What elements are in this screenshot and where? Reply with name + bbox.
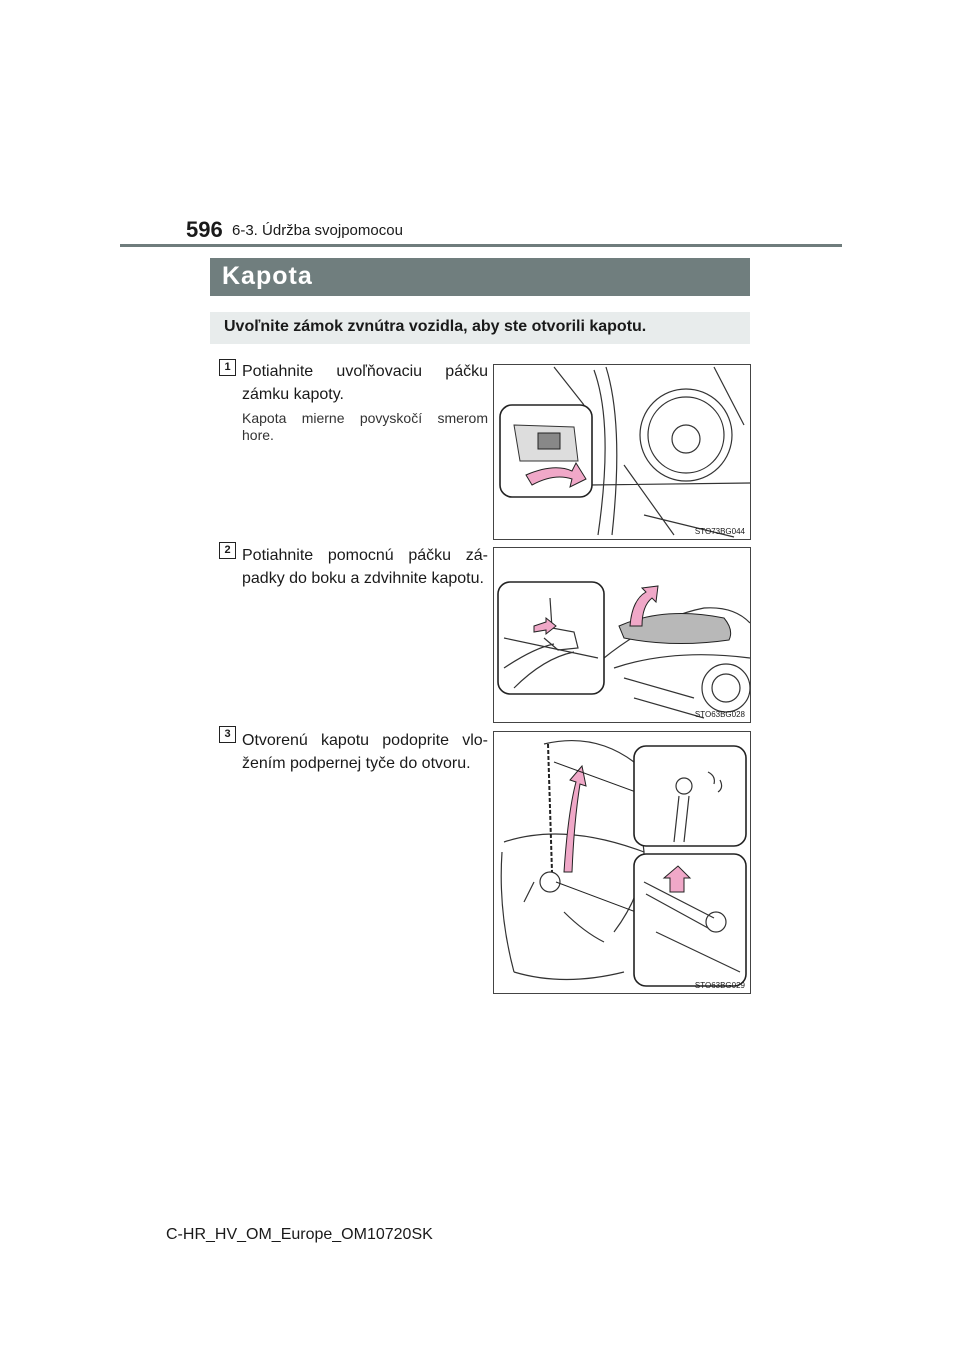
step-1-note-line-1: Kapota mierne povyskočí smerom (242, 410, 488, 426)
footer-doc-id: C-HR_HV_OM_Europe_OM10720SK (166, 1226, 433, 1243)
step-number-1: 1 (219, 359, 236, 376)
figure-hood-release-lever (493, 364, 751, 540)
figure-auxiliary-latch (493, 547, 751, 723)
section-title: Kapota (210, 258, 750, 296)
section-intro: Uvoľnite zámok zvnútra vozidla, aby ste otvorili kapotu. (210, 312, 750, 344)
step-2-line-1: Potiahnite pomocnú páčku zá- (242, 547, 488, 564)
figure-support-rod (493, 731, 751, 994)
step-3-line-1: Otvorenú kapotu podoprite vlo- (242, 732, 488, 749)
header-divider (120, 244, 842, 247)
figure-code: STO63BG029 (694, 981, 745, 990)
step-2-line-2: padky do boku a zdvihnite kapotu. (242, 570, 484, 587)
step-1-note-line-2: hore. (242, 427, 274, 443)
support-rod-illustration (494, 732, 750, 993)
step-1-line-1: Potiahnite uvoľňovaciu páčku (242, 363, 488, 380)
step-number-3: 3 (219, 726, 236, 743)
chapter-title: 6-3. Údržba svojpomocou (232, 222, 403, 239)
raise-arrow-icon (564, 766, 586, 872)
page-number: 596 (186, 217, 223, 242)
step-1-line-2: zámku kapoty. (242, 386, 344, 403)
detail-inset-top (634, 746, 746, 846)
step-3-line-2: žením podpernej tyče do otvoru. (242, 755, 471, 772)
figure-code: STO73BG044 (694, 527, 745, 536)
detail-inset (498, 582, 604, 694)
step-number-2: 2 (219, 542, 236, 559)
hood-release-illustration (494, 365, 750, 539)
auxiliary-latch-illustration (494, 548, 750, 722)
figure-code: STO63BG028 (694, 710, 745, 719)
